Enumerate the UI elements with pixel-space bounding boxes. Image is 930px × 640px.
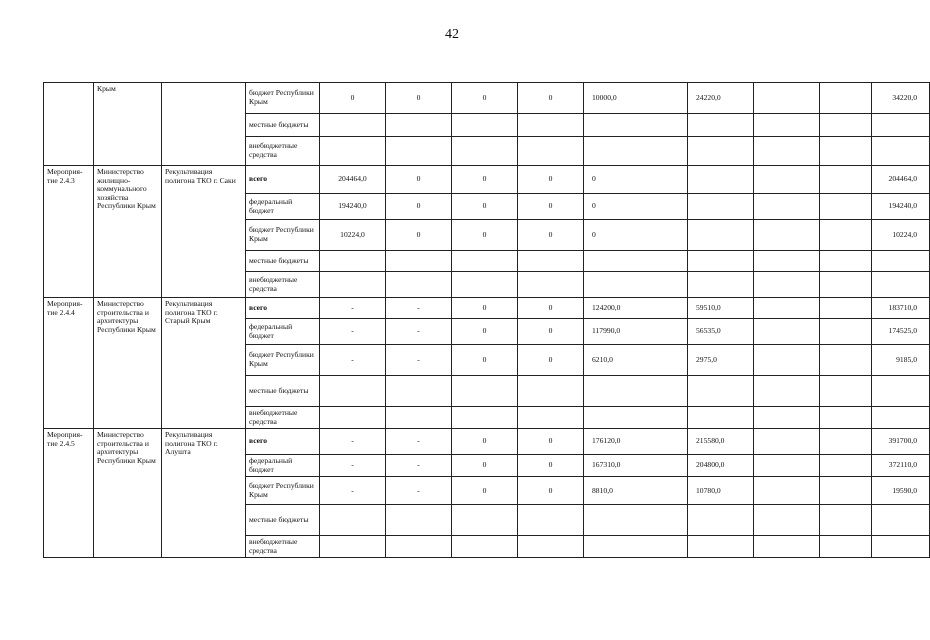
value-cell: 0 — [386, 166, 452, 194]
value-cell: 0 — [584, 220, 688, 251]
value-cell — [820, 83, 872, 114]
value-cell: 0 — [518, 455, 584, 477]
value-cell — [518, 376, 584, 407]
value-cell — [820, 536, 872, 558]
value-cell — [386, 505, 452, 536]
value-cell — [820, 272, 872, 298]
value-cell: - — [386, 429, 452, 455]
value-cell — [386, 536, 452, 558]
value-cell — [386, 251, 452, 272]
value-cell — [754, 376, 820, 407]
value-cell — [688, 536, 754, 558]
value-cell — [320, 251, 386, 272]
organization-cell: Министерство строительства и архитектуры Республики Крым — [94, 298, 162, 429]
value-cell — [754, 455, 820, 477]
value-cell — [872, 137, 930, 166]
value-cell — [320, 137, 386, 166]
value-cell — [820, 319, 872, 345]
value-cell — [688, 272, 754, 298]
value-cell — [688, 376, 754, 407]
value-cell — [820, 376, 872, 407]
value-cell: 204464,0 — [320, 166, 386, 194]
value-cell: 117990,0 — [584, 319, 688, 345]
value-cell: 0 — [452, 477, 518, 505]
value-cell — [754, 298, 820, 319]
value-cell: - — [386, 298, 452, 319]
funding-table — [43, 82, 930, 558]
value-cell: - — [320, 319, 386, 345]
value-cell — [754, 220, 820, 251]
funding-source-cell: внебюджетные средства — [246, 536, 320, 558]
value-cell: - — [320, 455, 386, 477]
value-cell — [386, 272, 452, 298]
value-cell: 183710,0 — [872, 298, 930, 319]
value-cell: 194240,0 — [872, 194, 930, 220]
value-cell — [584, 536, 688, 558]
value-cell: 24220,0 — [688, 83, 754, 114]
value-cell — [518, 505, 584, 536]
value-cell: - — [386, 455, 452, 477]
value-cell — [820, 429, 872, 455]
funding-source-cell: бюджет Республики Крым — [246, 477, 320, 505]
value-cell: 0 — [518, 83, 584, 114]
value-cell: 10000,0 — [584, 83, 688, 114]
organization-cell: Крым — [94, 83, 162, 166]
value-cell: 0 — [386, 194, 452, 220]
value-cell — [688, 505, 754, 536]
organization-cell: Министерство строительства и архитектуры Республики Крым — [94, 429, 162, 558]
value-cell — [320, 114, 386, 137]
value-cell: 0 — [518, 220, 584, 251]
value-cell — [452, 251, 518, 272]
value-cell — [754, 345, 820, 376]
value-cell: 0 — [584, 166, 688, 194]
funding-source-cell: местные бюджеты — [246, 505, 320, 536]
value-cell — [386, 376, 452, 407]
value-cell — [320, 376, 386, 407]
value-cell: 8810,0 — [584, 477, 688, 505]
value-cell — [386, 407, 452, 429]
value-cell: 0 — [452, 83, 518, 114]
funding-source-cell: всего — [246, 166, 320, 194]
value-cell: - — [386, 319, 452, 345]
value-cell — [688, 220, 754, 251]
object-cell — [162, 83, 246, 166]
value-cell — [584, 505, 688, 536]
value-cell: 0 — [452, 166, 518, 194]
value-cell — [518, 137, 584, 166]
value-cell: - — [320, 345, 386, 376]
value-cell — [584, 137, 688, 166]
value-cell — [820, 505, 872, 536]
value-cell — [688, 137, 754, 166]
value-cell — [584, 251, 688, 272]
value-cell — [688, 194, 754, 220]
funding-source-cell: внебюджетные средства — [246, 407, 320, 429]
funding-source-cell: федеральный бюджет — [246, 319, 320, 345]
funding-source-cell: местные бюджеты — [246, 251, 320, 272]
funding-source-cell: местные бюджеты — [246, 376, 320, 407]
object-cell: Рекультивация полигона ТКО г. Старый Крым — [162, 298, 246, 429]
value-cell: 0 — [386, 83, 452, 114]
value-cell: 10224,0 — [320, 220, 386, 251]
value-cell — [820, 137, 872, 166]
value-cell — [452, 536, 518, 558]
funding-source-cell: бюджет Республики Крым — [246, 345, 320, 376]
measure-name-cell: Мероприя-тие 2.4.3 — [44, 166, 94, 298]
value-cell — [584, 376, 688, 407]
measure-name-cell — [44, 83, 94, 166]
value-cell: 0 — [452, 429, 518, 455]
value-cell: - — [320, 429, 386, 455]
value-cell — [518, 114, 584, 137]
value-cell: 124200,0 — [584, 298, 688, 319]
value-cell — [754, 194, 820, 220]
value-cell — [754, 477, 820, 505]
value-cell: 0 — [518, 319, 584, 345]
value-cell — [754, 319, 820, 345]
value-cell — [754, 536, 820, 558]
value-cell — [872, 114, 930, 137]
value-cell — [452, 505, 518, 536]
funding-source-cell: бюджет Республики Крым — [246, 83, 320, 114]
value-cell — [754, 505, 820, 536]
value-cell — [518, 536, 584, 558]
value-cell — [688, 166, 754, 194]
value-cell — [320, 407, 386, 429]
value-cell — [754, 114, 820, 137]
value-cell — [452, 137, 518, 166]
value-cell: 174525,0 — [872, 319, 930, 345]
object-cell: Рекультивация полигона ТКО г. Саки — [162, 166, 246, 298]
value-cell — [820, 220, 872, 251]
value-cell — [584, 272, 688, 298]
value-cell: 215580,0 — [688, 429, 754, 455]
value-cell: 391700,0 — [872, 429, 930, 455]
value-cell — [518, 407, 584, 429]
value-cell: 10224,0 — [872, 220, 930, 251]
value-cell — [820, 114, 872, 137]
value-cell: 167310,0 — [584, 455, 688, 477]
value-cell — [872, 536, 930, 558]
value-cell — [820, 345, 872, 376]
value-cell: 0 — [518, 166, 584, 194]
value-cell: 204464,0 — [872, 166, 930, 194]
value-cell — [452, 407, 518, 429]
value-cell — [754, 407, 820, 429]
object-cell: Рекультивация полигона ТКО г. Алушта — [162, 429, 246, 558]
value-cell: 10780,0 — [688, 477, 754, 505]
value-cell — [584, 114, 688, 137]
value-cell — [386, 137, 452, 166]
measure-name-cell: Мероприя-тие 2.4.4 — [44, 298, 94, 429]
value-cell: 0 — [452, 298, 518, 319]
value-cell: 0 — [452, 220, 518, 251]
value-cell: 9185,0 — [872, 345, 930, 376]
value-cell — [872, 505, 930, 536]
value-cell — [820, 455, 872, 477]
value-cell: 0 — [584, 194, 688, 220]
value-cell: 0 — [452, 319, 518, 345]
value-cell: - — [386, 477, 452, 505]
funding-source-cell: внебюджетные средства — [246, 137, 320, 166]
funding-source-cell: внебюджетные средства — [246, 272, 320, 298]
value-cell: 194240,0 — [320, 194, 386, 220]
funding-source-cell: федеральный бюджет — [246, 194, 320, 220]
value-cell — [518, 251, 584, 272]
value-cell: 176120,0 — [584, 429, 688, 455]
measure-name-cell: Мероприя-тие 2.4.5 — [44, 429, 94, 558]
value-cell: 204800,0 — [688, 455, 754, 477]
value-cell: 0 — [518, 345, 584, 376]
value-cell — [872, 376, 930, 407]
value-cell — [754, 166, 820, 194]
value-cell — [820, 298, 872, 319]
value-cell — [754, 272, 820, 298]
value-cell — [688, 407, 754, 429]
value-cell: 6210,0 — [584, 345, 688, 376]
value-cell — [872, 407, 930, 429]
page-number: 42 — [445, 27, 459, 42]
value-cell — [584, 407, 688, 429]
value-cell — [452, 272, 518, 298]
value-cell — [872, 251, 930, 272]
value-cell: - — [320, 298, 386, 319]
value-cell — [688, 114, 754, 137]
value-cell — [820, 194, 872, 220]
value-cell — [320, 505, 386, 536]
value-cell: 2975,0 — [688, 345, 754, 376]
value-cell — [820, 166, 872, 194]
value-cell: 0 — [452, 455, 518, 477]
value-cell: 372110,0 — [872, 455, 930, 477]
value-cell — [754, 83, 820, 114]
value-cell: 0 — [452, 194, 518, 220]
funding-source-cell: федеральный бюджет — [246, 455, 320, 477]
funding-source-cell: всего — [246, 429, 320, 455]
value-cell — [754, 137, 820, 166]
value-cell — [386, 114, 452, 137]
value-cell: 56535,0 — [688, 319, 754, 345]
value-cell: 0 — [518, 429, 584, 455]
value-cell: 0 — [452, 345, 518, 376]
value-cell: 0 — [518, 298, 584, 319]
funding-source-cell: бюджет Республики Крым — [246, 220, 320, 251]
value-cell: 0 — [518, 477, 584, 505]
value-cell — [320, 272, 386, 298]
value-cell — [688, 251, 754, 272]
value-cell: 19590,0 — [872, 477, 930, 505]
organization-cell: Министерство жилищно-коммунального хозяйства Республики Крым — [94, 166, 162, 298]
value-cell: 59510,0 — [688, 298, 754, 319]
value-cell — [754, 251, 820, 272]
value-cell — [820, 251, 872, 272]
value-cell — [320, 536, 386, 558]
value-cell — [452, 114, 518, 137]
value-cell: 34220,0 — [872, 83, 930, 114]
funding-source-cell: местные бюджеты — [246, 114, 320, 137]
table-row — [44, 298, 930, 319]
table-row — [44, 83, 930, 114]
value-cell — [820, 477, 872, 505]
value-cell: 0 — [518, 194, 584, 220]
value-cell: 0 — [386, 220, 452, 251]
value-cell — [820, 407, 872, 429]
funding-source-cell: всего — [246, 298, 320, 319]
value-cell — [518, 272, 584, 298]
value-cell: 0 — [320, 83, 386, 114]
value-cell: - — [320, 477, 386, 505]
value-cell — [872, 272, 930, 298]
table-row — [44, 429, 930, 455]
value-cell — [754, 429, 820, 455]
value-cell: - — [386, 345, 452, 376]
value-cell — [452, 376, 518, 407]
table-row — [44, 166, 930, 194]
